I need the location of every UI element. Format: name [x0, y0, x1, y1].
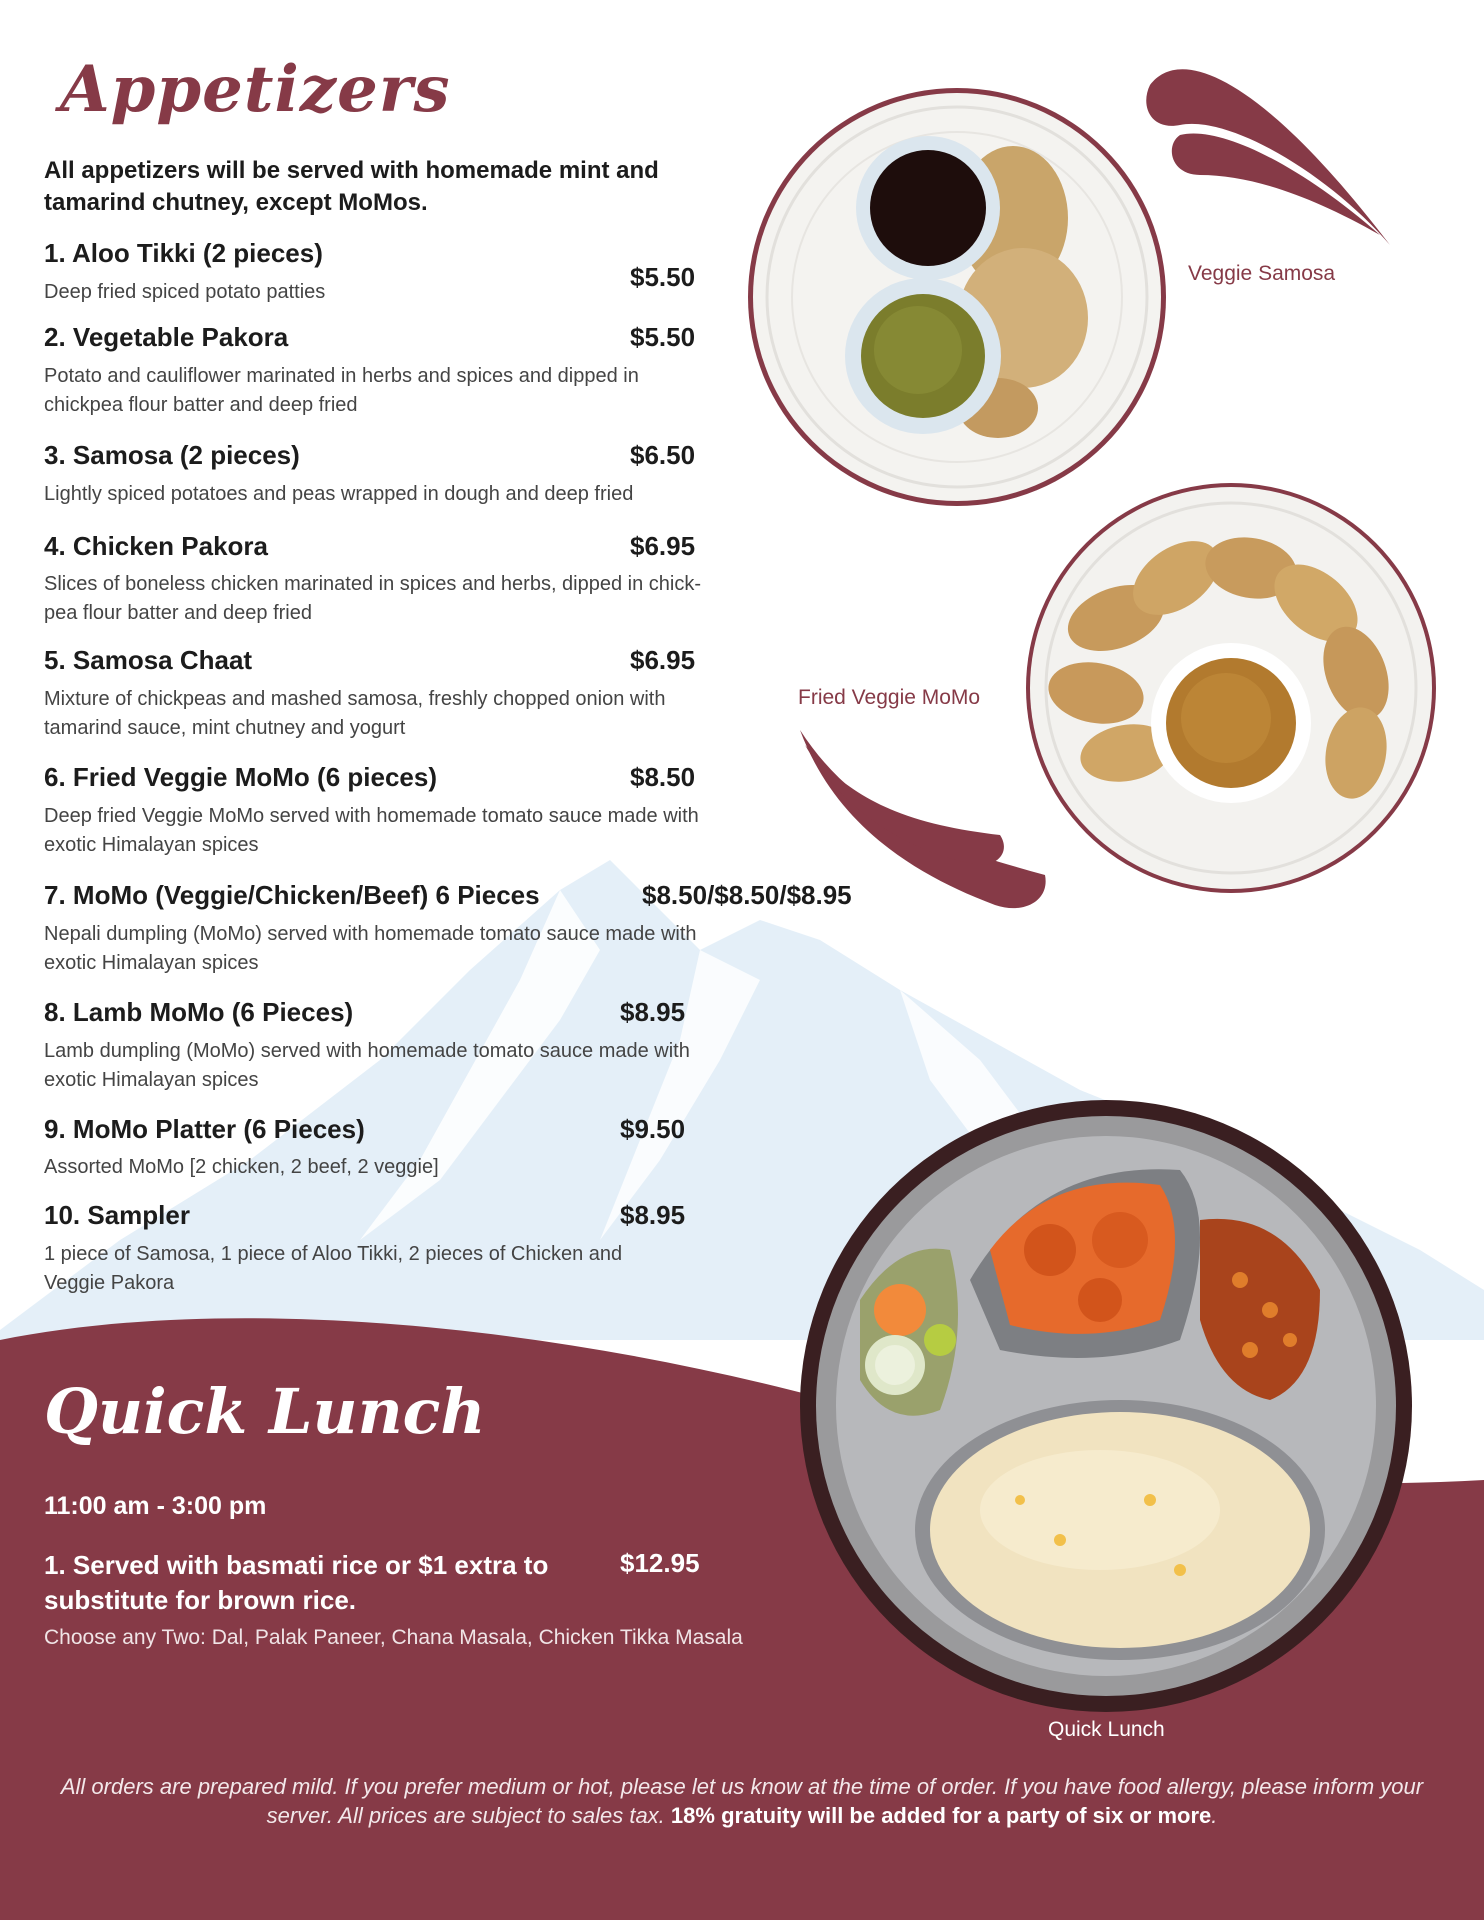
item-price: $6.95 — [630, 645, 696, 675]
item-description: Nepali dumpling (MoMo) served with homemade tomato sauce made with exotic Himalayan spices — [44, 923, 697, 974]
lunch-item-name: 1. Served with basmati rice or $1 extra to substitute for brown rice. — [44, 1550, 549, 1615]
item-description: 1 piece of Samosa, 1 piece of Aloo Tikki, 2 pieces of Chicken and Veggie Pakora — [44, 1243, 623, 1294]
item-description: Assorted MoMo [2 chicken, 2 beef, 2 veggie] — [44, 1156, 439, 1178]
item-name: 3. Samosa (2 pieces) — [44, 440, 300, 470]
footer-notice — [40, 1772, 1444, 1830]
item-description: Lightly spiced potatoes and peas wrapped in dough and deep fried — [44, 483, 634, 505]
lunch-hours: 11:00 am - 3:00 pm — [44, 1492, 267, 1520]
item-description: Mixture of chickpeas and mashed samosa, freshly chopped onion with tamarind sauce, mint chutney and yogurt — [44, 688, 666, 739]
item-price: $8.95 — [620, 1200, 686, 1230]
item-name: 7. MoMo (Veggie/Chicken/Beef) 6 Pieces — [44, 880, 540, 910]
item-price: $6.95 — [630, 531, 696, 561]
quick-lunch-caption: Quick Lunch — [1048, 1718, 1165, 1741]
momo-photo — [1026, 483, 1436, 893]
appetizers-title: Appetizers — [60, 52, 451, 127]
item-price: $8.50 — [630, 762, 696, 792]
item-name: 5. Samosa Chaat — [44, 645, 253, 675]
item-name: 6. Fried Veggie MoMo (6 pieces) — [44, 762, 437, 792]
swoosh-decoration — [1140, 55, 1400, 255]
item-price: $9.50 — [620, 1114, 686, 1144]
item-name: 10. Sampler — [44, 1200, 190, 1230]
samosa-caption: Veggie Samosa — [1188, 262, 1336, 285]
item-description: Potato and cauliflower marinated in herbs and spices and dipped in chickpea flour batter and deep fried — [44, 365, 639, 416]
item-price: $5.50 — [630, 322, 696, 352]
samosa-photo — [748, 88, 1166, 506]
item-name: 8. Lamb MoMo (6 Pieces) — [44, 997, 354, 1027]
appetizers-intro: All appetizers will be served with homemade mint and tamarind chutney, except MoMos. — [44, 157, 659, 216]
item-name: 1. Aloo Tikki (2 pieces) — [44, 238, 323, 268]
item-price: $8.50/$8.50/$8.95 — [642, 880, 852, 910]
momo-caption: Fried Veggie MoMo — [798, 686, 981, 709]
quick-lunch-photo — [800, 1100, 1412, 1712]
item-description: Lamb dumpling (MoMo) served with homemade tomato sauce made with exotic Himalayan spices — [44, 1040, 690, 1091]
lunch-item-price: $12.95 — [620, 1548, 700, 1578]
item-name: 9. MoMo Platter (6 Pieces) — [44, 1114, 365, 1144]
footer-end: . — [1211, 1803, 1218, 1828]
gratuity-notice: 18% gratuity will be added for a party of six or more — [670, 1803, 1212, 1828]
item-price: $8.95 — [620, 997, 686, 1027]
quick-lunch-title: Quick Lunch — [44, 1375, 486, 1448]
item-description: Deep fried spiced potato patties — [44, 281, 326, 303]
swoosh-decoration — [795, 725, 1050, 915]
footer-text: All orders are prepared mild. If you prefer medium or hot, please let us know at the time of order. If you have food allergy, please inform your server. All prices are subject to sales tax. — [60, 1774, 1424, 1828]
item-description: Slices of boneless chicken marinated in spices and herbs, dipped in chick-pea flour batter and deep fried — [44, 573, 702, 624]
item-name: 4. Chicken Pakora — [44, 531, 268, 561]
item-description: Deep fried Veggie MoMo served with homemade tomato sauce made with exotic Himalayan spices — [44, 805, 699, 856]
item-price: $6.50 — [630, 440, 696, 470]
item-price: $5.50 — [630, 262, 696, 292]
item-name: 2. Vegetable Pakora — [44, 322, 289, 352]
lunch-item-description: Choose any Two: Dal, Palak Paneer, Chana Masala, Chicken Tikka Masala — [44, 1626, 743, 1649]
